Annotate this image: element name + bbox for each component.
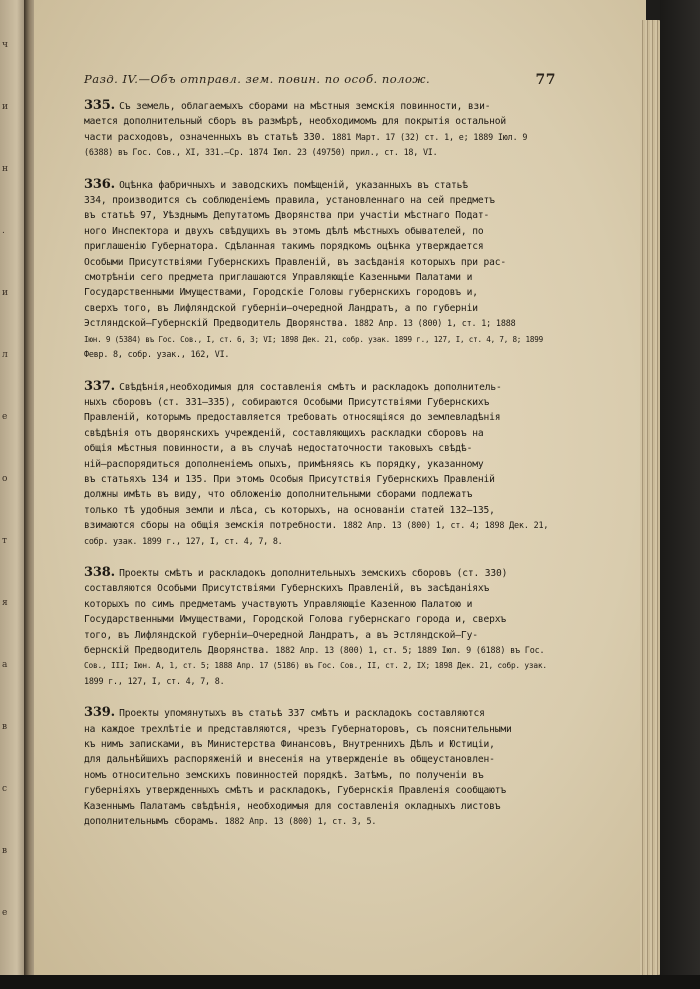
previous-page-fragment: ч <box>2 40 8 50</box>
article-citation: Сов., III; Іюн. А, 1, ст. 5; 1888 Апр. 17 (5186) въ Гос. Сов., II, ст. 2, IX; 1898 Дек. 21, собр. узак. <box>84 661 547 671</box>
article-line: которыхъ по симъ предметамъ участвуютъ Управляющіе Казенною Палатою и <box>84 598 473 610</box>
article-line: 337. Свѣдѣнія,необходимыя для составленія смѣтъ и раскладокъ дополнитель- <box>84 378 502 394</box>
previous-page-fragment: с <box>2 784 7 794</box>
article-line: бернскій Предводитель Дворянства. 1882 Апр. 13 (800) 1, ст. 5; 1889 Іюл. 9 (6188) въ Гос. <box>84 645 545 656</box>
article-line: на каждое трехлѣтіе и представляются, чрезъ Губернаторовъ, съ пояснительными <box>84 723 512 735</box>
article-line: смотрѣніи сего предмета приглашаются Управляющіе Казенными Палатами и <box>84 272 473 284</box>
article-336 <box>84 177 554 363</box>
article-line: части расходовъ, означенныхъ въ статьѣ 330. 1881 Март. 17 (32) ст. 1, е; 1889 Іюл. 9 <box>84 131 528 143</box>
article-line: ныхъ сборовъ (ст. 331—335), собираются Особыми Присутствіями Губернскихъ <box>84 396 490 408</box>
running-header-title: Разд. IV.—Объ отправл. зем. повин. по особ. полож. <box>84 72 431 86</box>
article-line: свѣдѣнія отъ дворянскихъ учрежденій, составляющихъ раскладки сборовъ на <box>84 427 484 439</box>
book-cover <box>660 0 700 989</box>
article-citation: (6388) въ Гос. Сов., XI, 331.—Ср. 1874 Іюл. 23 (49750) прил., ст. 18, VI. <box>84 147 438 158</box>
previous-page-fragment: и <box>2 288 8 298</box>
article-line: ного Инспектора и двухъ свѣдущихъ въ этомъ дѣлѣ мѣстныхъ обывателей, по <box>84 225 484 237</box>
article-line: Государственными Имуществами, Городскіе Головы губернскихъ городовъ и, <box>84 287 478 299</box>
previous-page-fragment: т <box>2 536 7 546</box>
article-339 <box>84 705 554 829</box>
article-line: сверхъ того, въ Лифляндской губерніи—очередной Ландратъ, а по губерніи <box>84 302 478 314</box>
previous-page-fragment: . <box>2 226 5 236</box>
article-citation: 1882 Апр. 13 (800) 1, ст. 3, 5. <box>224 816 377 827</box>
previous-page-fragment: е <box>2 908 7 918</box>
article-line: 335. Съ земель, облагаемыхъ сборами на мѣстныя земскія повинности, взи- <box>84 98 491 113</box>
article-338 <box>84 565 554 689</box>
article-line: дополнительнымъ сборамъ. 1882 Апр. 13 (800) 1, ст. 3, 5. <box>84 816 377 828</box>
article-line: номъ относительно земскихъ повинностей порядкѣ. Затѣмъ, по полученіи въ <box>84 769 484 781</box>
previous-page-fragment: л <box>2 350 8 360</box>
article-line: взимаются сборы на общія земскія потребности. 1882 Апр. 13 (800) 1, ст. 4; 1898 Дек. 21, <box>84 520 549 532</box>
article-citation: 1882 Апр. 13 (800) 1, ст. 1; 1888 <box>354 318 516 329</box>
article-line: должны имѣть въ виду, что обложенію дополнительными сборами подлежатъ <box>84 489 473 501</box>
previous-page-fragment: а <box>2 660 7 670</box>
previous-page-fragment: в <box>2 722 7 732</box>
article-line: къ нимъ записками, въ Министерства Финансовъ, Внутреннихъ Дѣлъ и Юстиціи, <box>84 739 495 751</box>
article-line: того, въ Лифляндской губерніи—Очередной Ландратъ, а въ Эстляндской—Гу- <box>84 629 478 641</box>
article-citation: 1882 Апр. 13 (800) 1, ст. 5; 1889 Іюл. 9 (6188) въ Гос. <box>275 645 545 655</box>
article-number: 338. <box>84 564 116 580</box>
article-line: 336. Оцѣнка фабричныхъ и заводскихъ помѣщеній, указанныхъ въ статьѣ <box>84 176 468 192</box>
previous-page-fragment: я <box>2 598 8 608</box>
article-line: 334, производится съ соблюденіемъ правила, установленнаго на сей предметъ <box>84 195 495 207</box>
article-line: Особыми Присутствіями Губернскихъ Правленій, въ засѣданія которыхъ при рас- <box>84 256 506 268</box>
photo-bottom-edge <box>0 975 700 989</box>
article-line: Эстляндской—Губернскій Предводитель Дворянства. 1882 Апр. 13 (800) 1, ст. 1; 1888 <box>84 318 516 330</box>
article-line: 339. Проекты упомянутыхъ въ статьѣ 337 смѣтъ и раскладокъ составляются <box>84 705 485 721</box>
article-citation: Іюн. 9 (5384) въ Гос. Сов., I, ст. 6, 3; VI; 1898 Дек. 21, собр. узак. 1899 г., 127, I, ст. 4, 7, 8; 1899 <box>84 334 544 344</box>
previous-page-fragment: е <box>2 412 7 422</box>
article-number: 336. <box>84 176 116 192</box>
article-line: Правленій, которымъ предоставляется требовать относящіяся до землевладѣнія <box>84 412 501 424</box>
article-citation: 1881 Март. 17 (32) ст. 1, е; 1889 Іюл. 9 <box>331 131 528 142</box>
article-line: ній—распорядиться дополненіемъ опыхъ, примѣняясь къ порядку, указанному <box>84 458 484 470</box>
running-header <box>84 72 556 88</box>
article-citation: собр. узак. 1899 г., 127, I, ст. 4, 7, 8. <box>84 535 283 546</box>
article-citation: 1882 Апр. 13 (800) 1, ст. 4; 1898 Дек. 21, <box>342 520 549 531</box>
article-line: въ статьѣ 97, Уѣзднымъ Депутатомъ Дворянства при участіи мѣстнаго Подат- <box>84 210 490 222</box>
article-line: 338. Проекты смѣтъ и раскладокъ дополнительныхъ земскихъ сборовъ (ст. 330) <box>84 564 508 580</box>
page-body <box>84 98 554 845</box>
article-line: Казеннымъ Палатамъ свѣдѣнія, необходимыя для составленія окладныхъ листовъ <box>84 800 501 812</box>
page-number: 77 <box>535 72 556 88</box>
article-337 <box>84 379 554 549</box>
article-line: мается дополнительный сборъ въ размѣрѣ, необходимомъ для покрытія остальной <box>84 116 506 128</box>
article-number: 339. <box>84 705 116 721</box>
previous-page-fragment: в <box>2 846 7 856</box>
article-number: 335. <box>84 98 116 113</box>
article-line: общія мѣстныя повинности, а въ случаѣ недостаточности таковыхъ свѣдѣ- <box>84 443 473 455</box>
article-line: въ статьяхъ 134 и 135. При этомъ Особыя Присутствія Губернскихъ Правленій <box>84 473 495 485</box>
previous-page-fragment: о <box>2 474 7 484</box>
article-line: составляются Особыми Присутствіями Губернскихъ Правленій, въ засѣданіяхъ <box>84 583 490 595</box>
article-line: для дальнѣйшихъ распоряженій и внесенія на утвержденіе въ общеустановлен- <box>84 754 495 766</box>
article-335 <box>84 98 554 161</box>
article-line: только тѣ удобныя земли и лѣса, съ которыхъ, на основаніи статей 132—135, <box>84 504 495 516</box>
article-citation: 1899 г., 127, I, ст. 4, 7, 8. <box>84 675 225 686</box>
previous-page-fragment: и <box>2 102 8 112</box>
article-line: приглашенію Губернатора. Сдѣланная такимъ порядкомъ оцѣнка утверждается <box>84 241 484 253</box>
article-citation: Февр. 8, собр. узак., 162, VI. <box>84 349 230 360</box>
previous-page-fragment: н <box>2 164 8 174</box>
article-line: губерніяхъ утвержденныхъ смѣтъ и раскладокъ, Губернскія Правленія сообщаютъ <box>84 785 506 797</box>
article-number: 337. <box>84 378 116 394</box>
article-line: Государственными Имуществами, Городской Голова губернскаго города и, сверхъ <box>84 614 506 626</box>
